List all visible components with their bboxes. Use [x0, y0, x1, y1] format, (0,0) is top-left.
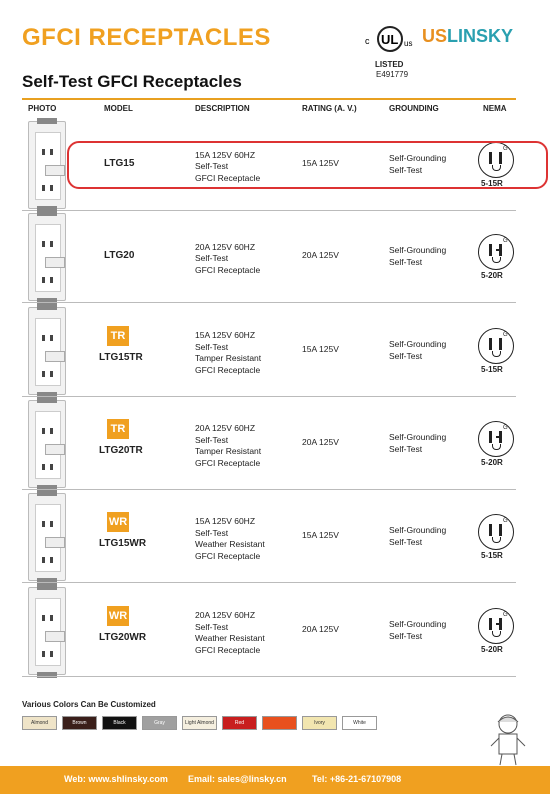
ul-c-mark: c [365, 36, 370, 46]
description-line: 20A 125V 60HZ [195, 241, 256, 252]
nema-label: 5-15R [481, 179, 503, 188]
color-swatch: Almond [22, 716, 57, 730]
grounding [389, 339, 446, 362]
badge-tr: TR [107, 326, 129, 346]
color-swatch: Black [102, 716, 137, 730]
nema-outlet-icon: G [478, 421, 514, 457]
description-line: Self-Test [195, 253, 229, 264]
badge-tr: TR [107, 419, 129, 439]
color-swatch: Gray [142, 716, 177, 730]
nema-outlet-icon: G [478, 608, 514, 644]
page-subtitle: Self-Test GFCI Receptacles [22, 72, 242, 91]
receptacle-photo [28, 400, 66, 488]
listed-label: LISTED [375, 60, 404, 69]
nema-label: 5-15R [481, 365, 503, 374]
nema-outlet-icon: G [478, 514, 514, 550]
receptacle-photo [28, 121, 66, 209]
table-row [22, 210, 516, 303]
description-line: 20A 125V 60HZ [195, 610, 256, 620]
description-line: GFCI Receptacle [195, 264, 261, 275]
badge-wr: WR [107, 512, 129, 532]
footer-tel: Tel: +86-21-67107908 [312, 774, 402, 784]
footer-email[interactable]: Email: sales@linsky.cn [188, 774, 287, 784]
description-line: Tamper Resistant [195, 446, 262, 456]
rating: 20A 125V [302, 437, 339, 447]
grounding-line: Self-Grounding [389, 525, 447, 535]
footer-bar [0, 766, 550, 794]
description-line: GFCI Receptacle [195, 172, 261, 183]
description-line: Self-Test [195, 527, 229, 538]
grounding [389, 432, 446, 455]
grounding-line: Self-Grounding [389, 245, 447, 255]
grounding-line: Self-Test [389, 536, 423, 547]
description-line: 20A 125V 60HZ [195, 423, 256, 433]
row-divider [22, 582, 516, 583]
model-name: LTG15WR [99, 538, 147, 549]
grounding-line: Self-Test [389, 350, 423, 361]
grounding-line: Self-Grounding [389, 153, 447, 163]
header-rule [22, 98, 516, 100]
brand-rest: LINSKY [447, 26, 514, 46]
nema-outlet-icon: G [478, 234, 514, 270]
description-line: Tamper Resistant [195, 353, 262, 363]
model-name: LTG20WR [99, 632, 147, 643]
nema-label: 5-15R [481, 551, 503, 560]
nema-label: 5-20R [481, 271, 503, 280]
description [195, 423, 261, 469]
table-row [22, 490, 516, 583]
model-name: LTG20 [104, 250, 135, 261]
receptacle-photo [28, 493, 66, 581]
model-name: LTG20TR [99, 445, 143, 456]
table-row [22, 584, 516, 677]
rating: 15A 125V [302, 530, 339, 540]
description-line: 15A 125V 60HZ [195, 330, 256, 340]
color-swatch: Ivory [302, 716, 337, 730]
grounding-line: Self-Test [389, 164, 423, 175]
rating: 15A 125V [302, 158, 339, 168]
grounding-line: Self-Test [389, 443, 423, 454]
badge-wr: WR [107, 606, 129, 626]
model-name: LTG15TR [99, 352, 143, 363]
grounding [389, 245, 446, 268]
description [195, 242, 260, 277]
col-rating: RATING (A. V.) [302, 104, 357, 113]
ul-us-mark: us [404, 39, 413, 48]
nema-label: 5-20R [481, 645, 503, 654]
row-divider [22, 676, 516, 677]
page-title: GFCI RECEPTACLES [22, 24, 271, 51]
ul-mark: UL [381, 32, 399, 47]
footer-web[interactable]: Web: www.shlinsky.com [64, 774, 168, 784]
color-swatch [262, 716, 297, 730]
brand-us: US [422, 26, 448, 46]
description-line: GFCI Receptacle [195, 457, 261, 468]
model-name: LTG15 [104, 158, 135, 169]
description-line: Self-Test [195, 434, 229, 445]
color-swatch: Red [222, 716, 257, 730]
color-swatch: Light Almond [182, 716, 217, 730]
nema-outlet-icon: G [478, 328, 514, 364]
description-line: Weather Resistant [195, 539, 265, 549]
grounding-line: Self-Grounding [389, 339, 447, 349]
row-divider [22, 302, 516, 303]
color-swatch: Brown [62, 716, 97, 730]
col-nema: NEMA [483, 104, 507, 113]
col-photo: PHOTO [28, 104, 57, 113]
table-row [22, 304, 516, 397]
grounding-line: Self-Test [389, 256, 423, 267]
description-line: GFCI Receptacle [195, 550, 261, 561]
col-grounding: GROUNDING [389, 104, 439, 113]
description [195, 610, 265, 656]
description-line: GFCI Receptacle [195, 364, 261, 375]
receptacle-photo [28, 213, 66, 301]
grounding-line: Self-Grounding [389, 432, 447, 442]
colors-title: Various Colors Can Be Customized [22, 700, 156, 709]
nema-outlet-icon: G [478, 142, 514, 178]
receptacle-photo [28, 307, 66, 395]
description [195, 516, 265, 562]
receptacle-photo [28, 587, 66, 675]
description-line: Self-Test [195, 621, 229, 632]
grounding-line: Self-Grounding [389, 619, 447, 629]
description-line: GFCI Receptacle [195, 644, 261, 655]
nema-label: 5-20R [481, 458, 503, 467]
color-swatch: White [342, 716, 377, 730]
description-line: 15A 125V 60HZ [195, 149, 256, 160]
grounding [389, 525, 446, 548]
description [195, 330, 261, 376]
description-line: Self-Test [195, 161, 229, 172]
rating: 15A 125V [302, 344, 339, 354]
rating: 20A 125V [302, 250, 339, 260]
description-line: 15A 125V 60HZ [195, 516, 256, 526]
brand-logo [422, 26, 513, 47]
grounding [389, 619, 446, 642]
ul-file-number: E491779 [376, 70, 409, 79]
col-description: DESCRIPTION [195, 104, 250, 113]
mascot-illustration [488, 712, 528, 766]
grounding-line: Self-Test [389, 630, 423, 641]
rating: 20A 125V [302, 624, 339, 634]
description-line: Weather Resistant [195, 633, 265, 643]
table-row [22, 397, 516, 490]
highlight-outline [67, 141, 548, 189]
description-line: Self-Test [195, 341, 229, 352]
col-model: MODEL [104, 104, 133, 113]
